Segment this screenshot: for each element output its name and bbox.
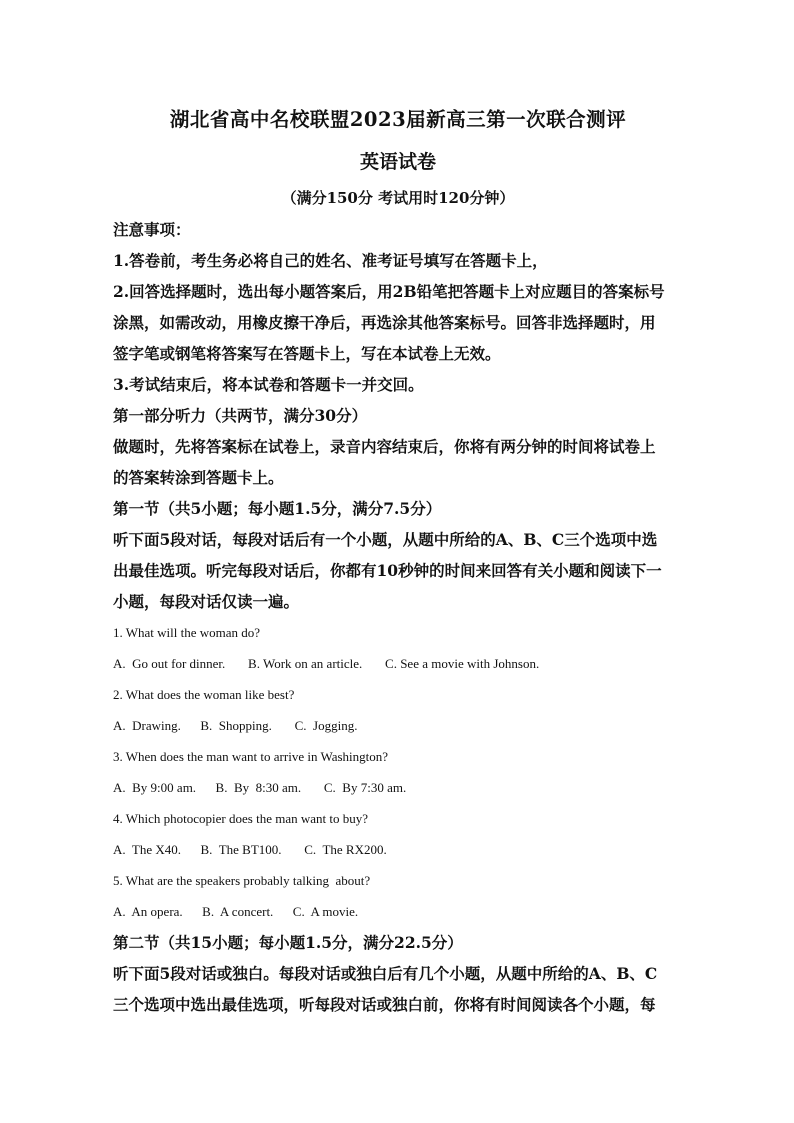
notes-heading: 注意事项： [113,220,191,239]
question-4-options: A. The X40. B. The BT100. C. The RX200. [113,842,387,857]
question-2-options: A. Drawing. B. Shopping. C. Jogging. [113,718,358,733]
question-2: 2. What does the woman like best? [113,687,295,702]
notes-item-2-line-2: 涂黑，如需改动，用橡皮擦干净后，再选涂其他答案标号。回答非选择题时，用 [113,313,656,332]
page-content [113,102,683,1020]
section2-intro-line-1: 听下面5段对话或独白。每段对话或独白后有几个小题，从题中所给的A、B、C [113,964,658,983]
question-1-options: A. Go out for dinner. B. Work on an article. C. See a movie with Johnson. [113,656,540,671]
section2-intro-line-2: 三个选项中选出最佳选项，听每段对话或独白前，你将有时间阅读各个小题，每 [113,995,656,1014]
question-3-options: A. By 9:00 am. B. By 8:30 am. C. By 7:30 am. [113,780,407,795]
question-4: 4. Which photocopier does the man want to buy? [113,811,369,826]
exam-title: 湖北省高中名校联盟2023届新高三第一次联合测评 [169,108,627,131]
exam-subject: 英语试卷 [359,151,436,173]
notes-item-2-line-1: 2.回答选择题时，选出每小题答案后，用2B铅笔把答题卡上对应题目的答案标号 [113,282,665,301]
section1-heading: 第一节（共5小题；每小题1.5分，满分7.5分） [113,499,442,518]
part1-heading: 第一部分听力（共两节，满分30分） [113,406,368,425]
notes-item-2-line-3: 签字笔或钢笔将答案写在答题卡上，写在本试卷上无效。 [113,344,501,363]
question-5: 5. What are the speakers probably talking about? [113,873,371,888]
score-info: （满分150分 考试用时120分钟） [281,189,515,207]
part1-intro-line-1: 做题时，先将答案标在试卷上，录音内容结束后，你将有两分钟的时间将试卷上 [113,437,656,456]
question-3: 3. When does the man want to arrive in Washington? [113,749,389,764]
section1-intro-line-3: 小题，每段对话仅读一遍。 [113,592,300,611]
section1-intro-line-2: 出最佳选项。听完每段对话后，你都有10秒钟的时间来回答有关小题和阅读下一 [113,561,662,580]
notes-item-3: 3.考试结束后，将本试卷和答题卡一并交回。 [113,375,424,394]
section2-heading: 第二节（共15小题；每小题1.5分，满分22.5分） [113,933,463,952]
question-5-options: A. An opera. B. A concert. C. A movie. [113,904,359,919]
section1-intro-line-1: 听下面5段对话，每段对话后有一个小题，从题中所给的A、B、C三个选项中选 [113,530,658,549]
part1-intro-line-2: 的答案转涂到答题卡上。 [113,468,284,487]
notes-item-1: 1.答卷前，考生务必将自己的姓名、准考证号填写在答题卡上， [113,251,548,270]
question-1: 1. What will the woman do? [113,625,261,640]
